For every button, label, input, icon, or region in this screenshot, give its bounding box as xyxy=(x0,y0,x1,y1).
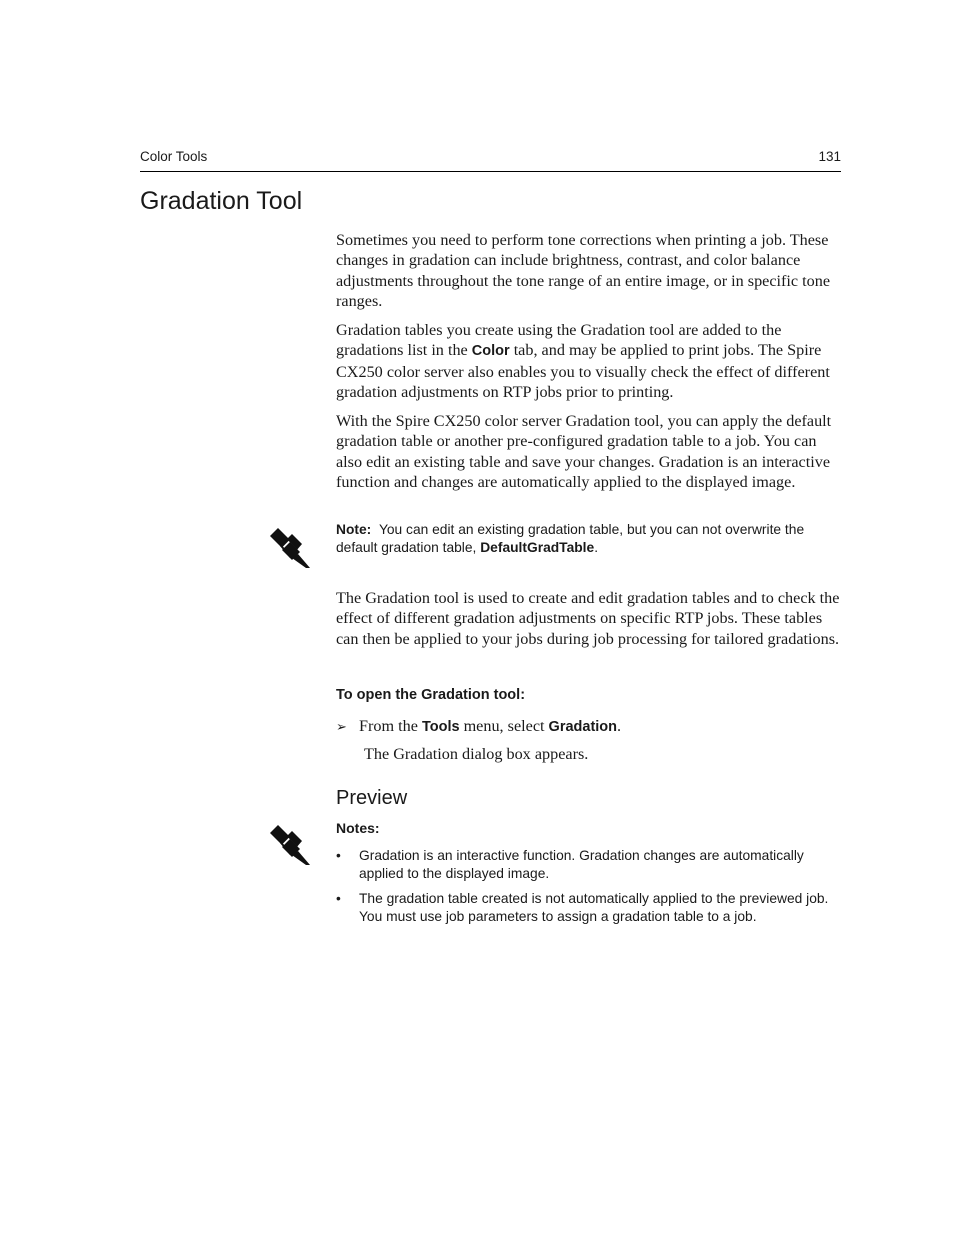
bullet-text-2: The gradation table created is not automatically applied to the previewed job. You must use job parameters to assign a gradation table to a job. xyxy=(359,891,829,924)
notes-label: Notes: xyxy=(336,820,380,836)
procedure-title: To open the Gradation tool: xyxy=(336,687,526,703)
step-text-a: From the xyxy=(359,717,422,735)
intro-paragraph-3: With the Spire CX250 color server Gradation tool, you can apply the default gradation table or another pre-configured gradation table to a job. You can also edit an existing table and save your changes. Gradation is an interactive function and changes are automatically applied to the displayed image. xyxy=(336,412,832,491)
note-end: . xyxy=(594,540,599,555)
running-header xyxy=(140,149,841,172)
pushpin-icon xyxy=(268,821,312,867)
bullet-dot: • xyxy=(336,891,341,906)
preview-notes-list xyxy=(336,847,836,933)
preview-heading: Preview xyxy=(336,787,408,809)
procedure-result: The Gradation dialog box appears. xyxy=(364,745,589,763)
page-title: Gradation Tool xyxy=(140,187,303,215)
pushpin-icon xyxy=(268,524,312,570)
intro-paragraph-2 xyxy=(336,320,842,402)
intro-paragraph-2-text-a: Gradation tables you create using the Gradation tool are added to the gradations list in the xyxy=(336,321,782,360)
intro-paragraph-2-text-b: tab, and may be applied to print jobs. The Spire CX250 color server also enables you to visually check the effect of different gradation adjustments on RTP jobs prior to printing. xyxy=(336,341,830,401)
list-item xyxy=(336,847,836,883)
note-default-table xyxy=(336,521,842,557)
page-number: 131 xyxy=(818,149,841,164)
bullet-text-1: Gradation is an interactive function. Gradation changes are automatically applied to the displayed image. xyxy=(359,848,804,881)
step-text-b: menu, select xyxy=(459,717,549,735)
bullet-dot: • xyxy=(336,848,341,863)
list-item xyxy=(336,890,836,926)
intro-paragraph-1: Sometimes you need to perform tone corrections when printing a job. These changes in gradation can include brightness, contrast, and color balance adjustments throughout the tone range of an entire image, or in specific tone ranges. xyxy=(336,231,831,310)
arrowhead-icon: ➢ xyxy=(336,719,347,734)
color-tab-ref: Color xyxy=(471,343,510,360)
body-paragraph-4: The Gradation tool is used to create and edit gradation tables and to check the effect of different gradation adjustments on specific RTP jobs. These tables can then be applied to your jobs during job processing for tailored gradations. xyxy=(336,589,840,648)
procedure-step xyxy=(336,716,621,737)
default-grad-table-ref: DefaultGradTable xyxy=(480,540,595,555)
tools-menu-ref: Tools xyxy=(421,719,460,735)
gradation-item-ref: Gradation xyxy=(548,719,618,735)
note-text: You can edit an existing gradation table, but you can not overwrite the default gradation table, xyxy=(336,522,805,555)
note-label: Note: xyxy=(336,522,372,537)
header-section-title: Color Tools xyxy=(140,149,208,164)
step-text-end: . xyxy=(617,717,622,735)
